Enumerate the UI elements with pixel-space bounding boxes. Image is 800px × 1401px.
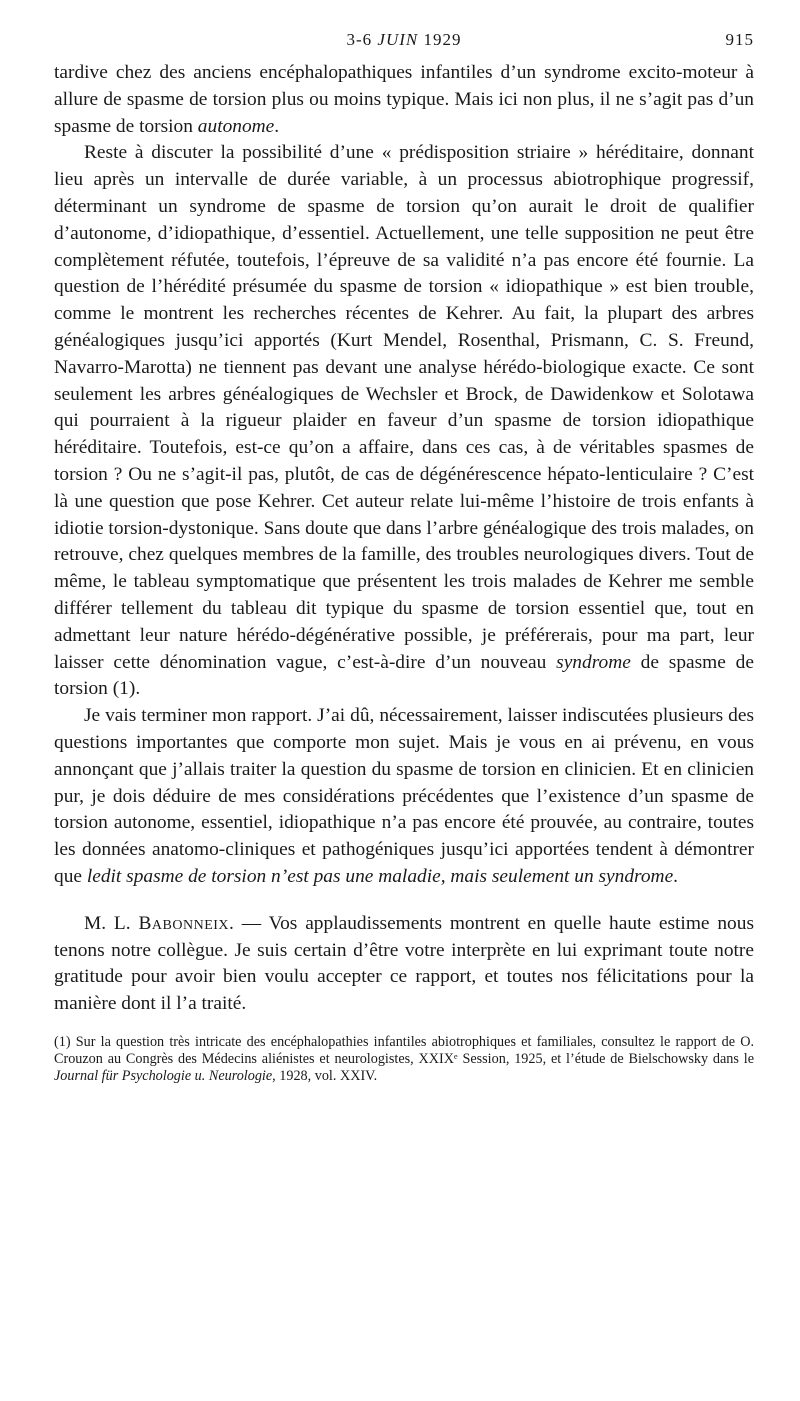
running-head <box>54 30 754 60</box>
text-run: Je vais terminer mon rapport. J’ai dû, nécessairement, laisser indiscutées plusieurs des questions importantes que comporte mon sujet. Mais je vous en ai prévenu, en vous annonçant que j’allais traiter la question du spasme de torsion en clinicien. Et en clinicien pur, je dois déduire de mes considérations précédentes que l’existence d’un spasme de torsion autonome, essentiel, idiopathique n’a pas encore été prouvée, au contraire, toutes les données anatomo-cliniques et pathogéniques jusqu’ici apportées tendent à démontrer que <box>54 705 754 887</box>
text-run: . — Vos applaudissements montrent en quelle haute estime nous tenons notre collègue. Je suis certain d’être votre interprète en lui exprimant toute notre gratitude pour avoir bien voulu accepter ce rapport, et toutes nos félicitations pour la manière dont il l’a traité. <box>54 912 754 1015</box>
text-run: de spasme de torsion (1). <box>54 651 754 700</box>
italic-text: ledit spasme de torsion n’est pas une maladie, mais seulement un syndrome <box>86 865 674 887</box>
date-prefix: 3-6 <box>346 30 373 49</box>
paragraph <box>54 140 754 703</box>
date-year: 1929 <box>423 30 462 49</box>
paragraph <box>54 703 754 891</box>
paragraph <box>54 911 754 1018</box>
italic-text: autonome <box>197 115 275 137</box>
footnote <box>54 1034 754 1085</box>
text-run: tardive chez des anciens encéphalopathiques infantiles d’un syndrome excito-moteur à allure de spasme de torsion plus ou moins typique. Mais ici non plus, il ne s’agit pas d’un spasme de torsion <box>54 62 754 137</box>
article-body <box>54 60 754 1018</box>
text-run: , 1928, vol. XXIV. <box>272 1067 378 1084</box>
italic-text: Journal für Psychologie u. Neurologie <box>54 1067 273 1084</box>
text-run: (1) Sur la question très intricate des encéphalopathies infantiles abiotrophiques et familiales, consultez le rapport de O. Crouzon au Congrès des Médecins aliénistes et neurologistes, XXIXᵉ Session, 1925, et l’étude de Bielschowsky dans le <box>54 1033 754 1067</box>
date-month: JUIN <box>377 30 419 49</box>
journal-page <box>54 30 754 1085</box>
text-run: . <box>274 115 280 137</box>
speaker-name: Babonneix <box>138 912 230 934</box>
issue-date <box>54 30 754 50</box>
paragraph <box>54 60 754 140</box>
italic-text: syndrome <box>556 651 631 673</box>
text-run: M. L. <box>84 912 139 934</box>
text-run: Reste à discuter la possibilité d’une « prédisposition striaire » héréditaire, donnant lieu après un intervalle de durée variable, à un processus abiotrophique progressif, déterminant un syndrome de spasme de torsion qu’on aurait le droit de qualifier d’autonome, d’idiopathique, d’essentiel. Actuellement, une telle supposition ne peut être complètement réfutée, toutefois, l’épreuve de sa validité n’a pas encore été fournie. La question de l’hérédité présumée du spasme de torsion « idiopathique » est bien trouble, comme le montrent les recherches récentes de Kehrer. Au fait, la plupart des arbres généalogiques jusqu’ici apportés (Kurt Mendel, Rosenthal, Prismann, C. S. Freund, Navarro-Marotta) ne tiennent pas devant une analyse hérédo-biologique exacte. Ce sont seulement les arbres généalogiques de Wechsler et Brock, de Dawidenkow et Solotawa qui pourraient à la rigueur plaider en faveur d’un spasme de torsion idiopathique héréditaire. Toutefois, est-ce qu’on a affaire, dans ces cas, à de véritables spasmes de torsion ? Ou ne s’agit-il pas, plutôt, de cas de dégénérescence hépato-lenticulaire ? C’est là une question que pose Kehrer. Cet auteur relate lui-même l’histoire de trois enfants à idiotie torsion-dystonique. Sans doute que dans l’arbre généalogique des trois malades, on retrouve, chez quelques membres de la famille, des troubles neurologiques divers. Tout de même, le tableau symptomatique que présentent les trois malades de Kehrer me semble différer tellement du tableau dit typique du spasme de torsion essentiel que, tout en admettant leur nature hérédo-dégénérative possible, je préférerais, pour ma part, leur laisser cette dénomination vague, c’est-à-dire d’un nouveau <box>54 142 754 673</box>
page-number: 915 <box>725 30 754 49</box>
text-run: . <box>673 865 679 887</box>
